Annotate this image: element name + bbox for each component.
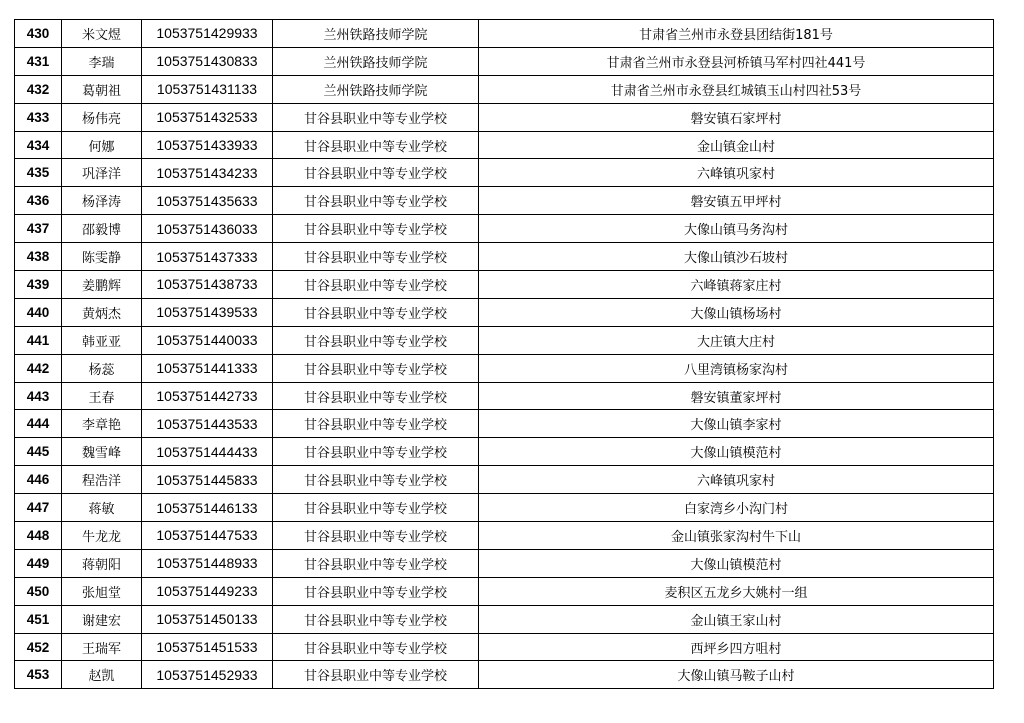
home-address-cell: 金山镇王家山村: [479, 605, 994, 633]
home-address-cell: 金山镇张家沟村牛下山: [479, 522, 994, 550]
registration-number-cell: 1053751439533: [142, 298, 273, 326]
student-name-cell: 陈雯静: [62, 243, 142, 271]
home-address-cell: 六峰镇巩家村: [479, 466, 994, 494]
school-name-cell: 甘谷县职业中等专业学校: [273, 326, 479, 354]
student-name-cell: 蒋朝阳: [62, 549, 142, 577]
table-row: [15, 215, 994, 243]
home-address-cell: 甘肃省兰州市永登县河桥镇马军村四社441号: [479, 47, 994, 75]
school-name-cell: 甘谷县职业中等专业学校: [273, 271, 479, 299]
registration-number-cell: 1053751435633: [142, 187, 273, 215]
row-number-cell: 433: [15, 103, 62, 131]
school-name-cell: 甘谷县职业中等专业学校: [273, 298, 479, 326]
school-name-cell: 甘谷县职业中等专业学校: [273, 187, 479, 215]
home-address-cell: 麦积区五龙乡大姚村一组: [479, 577, 994, 605]
row-number-cell: 430: [15, 20, 62, 48]
row-number-cell: 451: [15, 605, 62, 633]
table-row: [15, 494, 994, 522]
student-name-cell: 米文煜: [62, 20, 142, 48]
row-number-cell: 449: [15, 549, 62, 577]
school-name-cell: 兰州铁路技师学院: [273, 75, 479, 103]
row-number-cell: 434: [15, 131, 62, 159]
table-row: [15, 354, 994, 382]
school-name-cell: 甘谷县职业中等专业学校: [273, 354, 479, 382]
row-number-cell: 444: [15, 410, 62, 438]
school-name-cell: 甘谷县职业中等专业学校: [273, 103, 479, 131]
student-name-cell: 李章艳: [62, 410, 142, 438]
student-name-cell: 邵毅博: [62, 215, 142, 243]
student-name-cell: 蒋敏: [62, 494, 142, 522]
table-row: [15, 605, 994, 633]
registration-number-cell: 1053751449233: [142, 577, 273, 605]
student-name-cell: 王瑞军: [62, 633, 142, 661]
row-number-cell: 453: [15, 661, 62, 689]
student-list-table: [14, 19, 994, 689]
registration-number-cell: 1053751450133: [142, 605, 273, 633]
home-address-cell: 大像山镇马务沟村: [479, 215, 994, 243]
table-row: [15, 159, 994, 187]
school-name-cell: 甘谷县职业中等专业学校: [273, 215, 479, 243]
student-name-cell: 葛朝祖: [62, 75, 142, 103]
registration-number-cell: 1053751433933: [142, 131, 273, 159]
table-row: [15, 382, 994, 410]
student-name-cell: 杨蕊: [62, 354, 142, 382]
registration-number-cell: 1053751451533: [142, 633, 273, 661]
registration-number-cell: 1053751443533: [142, 410, 273, 438]
table-row: [15, 410, 994, 438]
row-number-cell: 438: [15, 243, 62, 271]
school-name-cell: 甘谷县职业中等专业学校: [273, 410, 479, 438]
registration-number-cell: 1053751440033: [142, 326, 273, 354]
row-number-cell: 431: [15, 47, 62, 75]
table-row: [15, 522, 994, 550]
table-row: [15, 271, 994, 299]
student-name-cell: 姜鹏辉: [62, 271, 142, 299]
student-name-cell: 何娜: [62, 131, 142, 159]
registration-number-cell: 1053751446133: [142, 494, 273, 522]
home-address-cell: 磐安镇五甲坪村: [479, 187, 994, 215]
school-name-cell: 甘谷县职业中等专业学校: [273, 605, 479, 633]
home-address-cell: 八里湾镇杨家沟村: [479, 354, 994, 382]
table-row: [15, 633, 994, 661]
home-address-cell: 磐安镇石家坪村: [479, 103, 994, 131]
table-row: [15, 549, 994, 577]
registration-number-cell: 1053751431133: [142, 75, 273, 103]
row-number-cell: 439: [15, 271, 62, 299]
student-name-cell: 杨伟亮: [62, 103, 142, 131]
school-name-cell: 甘谷县职业中等专业学校: [273, 633, 479, 661]
student-name-cell: 程浩洋: [62, 466, 142, 494]
home-address-cell: 大像山镇模范村: [479, 549, 994, 577]
table-row: [15, 466, 994, 494]
table-body: [15, 20, 994, 689]
table-row: [15, 131, 994, 159]
registration-number-cell: 1053751430833: [142, 47, 273, 75]
school-name-cell: 甘谷县职业中等专业学校: [273, 466, 479, 494]
school-name-cell: 甘谷县职业中等专业学校: [273, 549, 479, 577]
registration-number-cell: 1053751429933: [142, 20, 273, 48]
student-name-cell: 巩泽洋: [62, 159, 142, 187]
school-name-cell: 甘谷县职业中等专业学校: [273, 522, 479, 550]
home-address-cell: 西坪乡四方咀村: [479, 633, 994, 661]
table-row: [15, 438, 994, 466]
row-number-cell: 445: [15, 438, 62, 466]
home-address-cell: 大像山镇李家村: [479, 410, 994, 438]
row-number-cell: 452: [15, 633, 62, 661]
student-name-cell: 黄炳杰: [62, 298, 142, 326]
student-name-cell: 王春: [62, 382, 142, 410]
row-number-cell: 448: [15, 522, 62, 550]
row-number-cell: 446: [15, 466, 62, 494]
row-number-cell: 441: [15, 326, 62, 354]
home-address-cell: 大庄镇大庄村: [479, 326, 994, 354]
registration-number-cell: 1053751447533: [142, 522, 273, 550]
school-name-cell: 甘谷县职业中等专业学校: [273, 243, 479, 271]
school-name-cell: 甘谷县职业中等专业学校: [273, 577, 479, 605]
row-number-cell: 450: [15, 577, 62, 605]
student-name-cell: 牛龙龙: [62, 522, 142, 550]
registration-number-cell: 1053751452933: [142, 661, 273, 689]
home-address-cell: 六峰镇巩家村: [479, 159, 994, 187]
home-address-cell: 大像山镇马鞍子山村: [479, 661, 994, 689]
table-row: [15, 103, 994, 131]
student-name-cell: 谢建宏: [62, 605, 142, 633]
student-name-cell: 张旭堂: [62, 577, 142, 605]
table-row: [15, 326, 994, 354]
home-address-cell: 金山镇金山村: [479, 131, 994, 159]
student-name-cell: 魏雪峰: [62, 438, 142, 466]
registration-number-cell: 1053751438733: [142, 271, 273, 299]
registration-number-cell: 1053751442733: [142, 382, 273, 410]
school-name-cell: 甘谷县职业中等专业学校: [273, 131, 479, 159]
row-number-cell: 437: [15, 215, 62, 243]
table-row: [15, 47, 994, 75]
student-name-cell: 杨泽涛: [62, 187, 142, 215]
table-row: [15, 243, 994, 271]
table-row: [15, 20, 994, 48]
home-address-cell: 六峰镇蒋家庄村: [479, 271, 994, 299]
row-number-cell: 447: [15, 494, 62, 522]
table-row: [15, 661, 994, 689]
row-number-cell: 432: [15, 75, 62, 103]
table-row: [15, 577, 994, 605]
school-name-cell: 兰州铁路技师学院: [273, 47, 479, 75]
school-name-cell: 兰州铁路技师学院: [273, 20, 479, 48]
home-address-cell: 白家湾乡小沟门村: [479, 494, 994, 522]
school-name-cell: 甘谷县职业中等专业学校: [273, 438, 479, 466]
registration-number-cell: 1053751444433: [142, 438, 273, 466]
registration-number-cell: 1053751436033: [142, 215, 273, 243]
school-name-cell: 甘谷县职业中等专业学校: [273, 159, 479, 187]
student-name-cell: 韩亚亚: [62, 326, 142, 354]
table-row: [15, 75, 994, 103]
home-address-cell: 磐安镇董家坪村: [479, 382, 994, 410]
student-name-cell: 李瑞: [62, 47, 142, 75]
registration-number-cell: 1053751432533: [142, 103, 273, 131]
registration-number-cell: 1053751448933: [142, 549, 273, 577]
school-name-cell: 甘谷县职业中等专业学校: [273, 494, 479, 522]
registration-number-cell: 1053751441333: [142, 354, 273, 382]
row-number-cell: 440: [15, 298, 62, 326]
home-address-cell: 大像山镇沙石坡村: [479, 243, 994, 271]
table-row: [15, 298, 994, 326]
table-row: [15, 187, 994, 215]
registration-number-cell: 1053751434233: [142, 159, 273, 187]
row-number-cell: 443: [15, 382, 62, 410]
registration-number-cell: 1053751445833: [142, 466, 273, 494]
home-address-cell: 大像山镇杨场村: [479, 298, 994, 326]
row-number-cell: 436: [15, 187, 62, 215]
student-name-cell: 赵凯: [62, 661, 142, 689]
registration-number-cell: 1053751437333: [142, 243, 273, 271]
school-name-cell: 甘谷县职业中等专业学校: [273, 661, 479, 689]
row-number-cell: 435: [15, 159, 62, 187]
home-address-cell: 大像山镇模范村: [479, 438, 994, 466]
home-address-cell: 甘肃省兰州市永登县红城镇玉山村四社53号: [479, 75, 994, 103]
school-name-cell: 甘谷县职业中等专业学校: [273, 382, 479, 410]
home-address-cell: 甘肃省兰州市永登县团结街181号: [479, 20, 994, 48]
row-number-cell: 442: [15, 354, 62, 382]
